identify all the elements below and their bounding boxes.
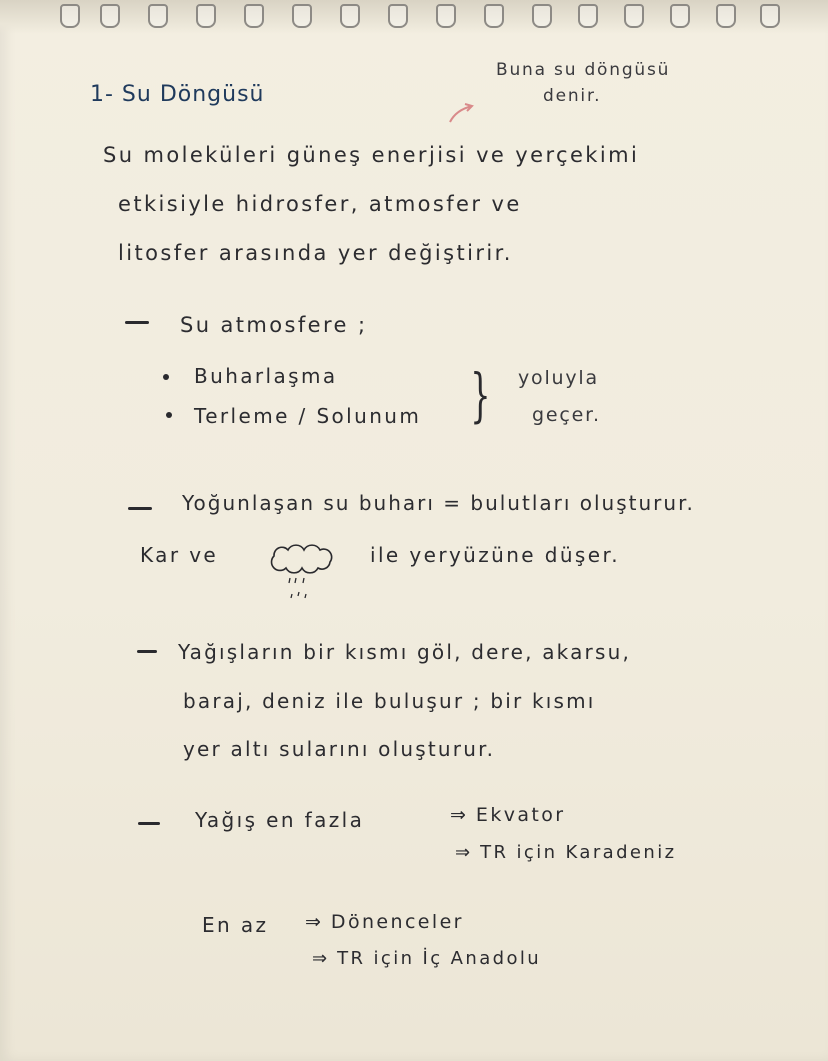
spiral-ring [340, 4, 360, 28]
least-row-2 [312, 948, 541, 969]
spiral-ring [148, 4, 168, 28]
clouds-line-1: Yoğunlaşan su buharı = bulutları oluşturur. [182, 491, 695, 515]
least-label: En az [202, 913, 269, 937]
page-title: 1- Su Döngüsü [90, 82, 265, 107]
implies-arrow-icon: ⇒ [450, 804, 466, 826]
spiral-ring [484, 4, 504, 28]
spiral-ring [100, 4, 120, 28]
intro-line-2: etkisiyle hidrosfer, atmosfer ve [118, 192, 522, 216]
spiral-ring [670, 4, 690, 28]
implies-arrow-icon: ⇒ [305, 911, 321, 933]
precipitation-line-2: baraj, deniz ile buluşur ; bir kısmı [183, 689, 596, 713]
least-value-2: TR için İç Anadolu [337, 948, 542, 969]
most-label: Yağış en fazla [195, 808, 365, 832]
clouds-line-2-end: ile yeryüzüne düşer. [370, 543, 621, 567]
spiral-ring [436, 4, 456, 28]
spiral-ring [60, 4, 80, 28]
most-row-1 [450, 804, 566, 826]
curly-brace: } [470, 361, 491, 429]
atmosphere-item-2: Terleme / Solunum [194, 404, 422, 428]
bullet-dot [163, 374, 169, 380]
precipitation-line-1: Yağışların bir kısmı göl, dere, akarsu, [178, 640, 632, 664]
spiral-ring [292, 4, 312, 28]
bullet-dot [166, 412, 172, 418]
precipitation-line-3: yer altı sularını oluşturur. [183, 737, 496, 761]
spiral-ring [760, 4, 780, 28]
bullet-dash [125, 321, 149, 324]
implies-arrow-icon: ⇒ [312, 948, 328, 969]
brace-text-1: yoluyla [518, 367, 599, 389]
least-row-1 [305, 911, 464, 933]
intro-line-1: Su moleküleri güneş enerjisi ve yerçekimi [103, 143, 640, 167]
spiral-ring [196, 4, 216, 28]
bullet-dash [128, 507, 152, 510]
spiral-ring [244, 4, 264, 28]
side-note-line2: denir. [543, 86, 602, 106]
brace-text-2: geçer. [532, 404, 601, 426]
spiral-binding [0, 0, 828, 34]
bullet-dash [138, 822, 160, 825]
pink-arrow-mark [446, 100, 476, 126]
implies-arrow-icon: ⇒ [455, 842, 471, 863]
spiral-ring [388, 4, 408, 28]
intro-line-3: litosfer arasında yer değiştirir. [118, 241, 513, 265]
spiral-ring [578, 4, 598, 28]
least-value-1: Dönenceler [330, 911, 464, 933]
atmosphere-heading: Su atmosfere ; [180, 313, 368, 337]
spiral-ring [716, 4, 736, 28]
atmosphere-item-1: Buharlaşma [194, 364, 338, 388]
most-row-2 [455, 842, 676, 863]
spiral-ring [624, 4, 644, 28]
rain-cloud-icon [266, 540, 340, 606]
spiral-ring [532, 4, 552, 28]
most-value-1: Ekvator [475, 804, 566, 826]
bullet-dash [137, 650, 157, 653]
side-note-line1: Buna su döngüsü [496, 60, 671, 80]
clouds-line-2-start: Kar ve [140, 543, 219, 567]
most-value-2: TR için Karadeniz [480, 842, 677, 863]
